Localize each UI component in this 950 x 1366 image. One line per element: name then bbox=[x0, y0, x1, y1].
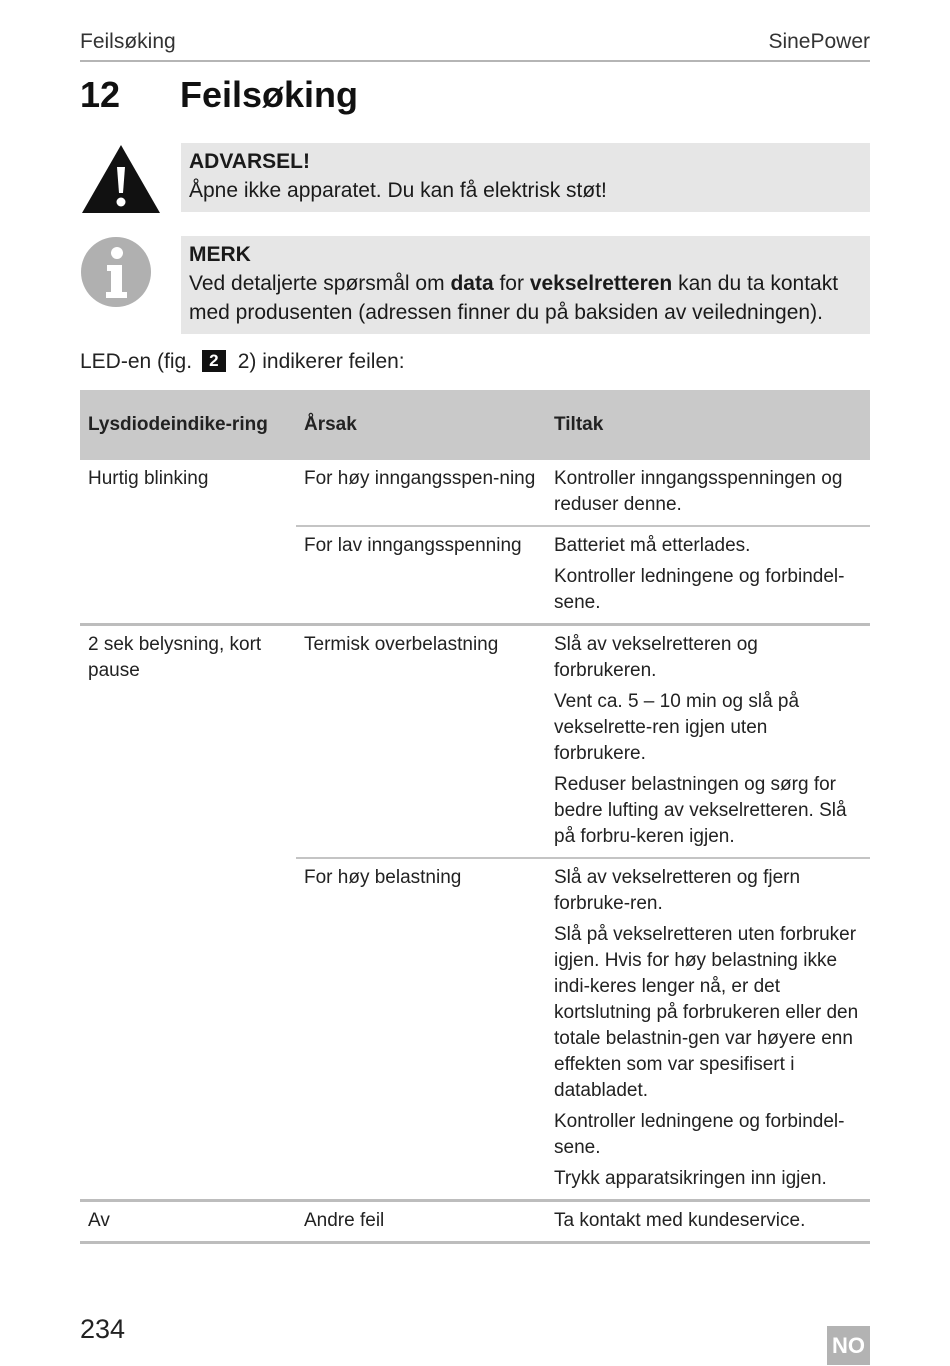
action-cell bbox=[546, 460, 870, 526]
cause-cell: Andre feil bbox=[296, 1201, 546, 1243]
header-action: Tiltak bbox=[546, 390, 870, 460]
chapter-number: 12 bbox=[80, 74, 121, 115]
action-cell bbox=[546, 526, 870, 625]
intro-text: 2) indikerer feilen: bbox=[231, 350, 405, 373]
cause-cell: Termisk overbelastning bbox=[296, 625, 546, 859]
action-item: Batteriet må etterlades. bbox=[554, 535, 751, 556]
action-item: Slå av vekselretteren og forbrukeren. bbox=[554, 634, 758, 681]
action-item: Slå av vekselretteren og fjern forbruke-ren. bbox=[554, 867, 801, 914]
action-item: Vent ca. 5 – 10 min og slå på vekselrette-ren igjen uten forbrukere. bbox=[554, 691, 800, 764]
cause-cell: For lav inngangsspenning bbox=[296, 526, 546, 625]
table-row bbox=[80, 625, 870, 859]
note-text-part: for bbox=[493, 272, 530, 295]
action-item: Kontroller ledningene og forbindel-sene. bbox=[554, 1111, 845, 1158]
chapter-heading bbox=[80, 74, 358, 116]
table-row bbox=[80, 1201, 870, 1243]
action-cell bbox=[546, 625, 870, 859]
note-text-part: Ved detaljerte spørsmål om bbox=[189, 272, 451, 295]
table-header-row bbox=[80, 390, 870, 460]
language-tab: NO bbox=[827, 1326, 870, 1365]
note-box bbox=[181, 236, 870, 334]
header-cause: Årsak bbox=[296, 390, 546, 460]
cause-cell: For høy inngangsspen-ning bbox=[304, 468, 536, 489]
header-indication: Lysdiodeindike-ring bbox=[80, 390, 296, 460]
indication-cell: 2 sek belysning, kort pause bbox=[80, 625, 296, 1201]
note-text-part: kan du ta kontakt med produsenten (adressen finner du på baksiden av veiledningen). bbox=[189, 272, 839, 324]
table-row bbox=[80, 460, 870, 526]
page-header bbox=[80, 30, 870, 62]
cause-cell: For høy belastning bbox=[296, 858, 546, 1201]
header-section-title: Feilsøking bbox=[80, 30, 176, 53]
troubleshooting-table bbox=[80, 390, 870, 1244]
intro-text: LED-en (fig. bbox=[80, 350, 198, 373]
note-text bbox=[189, 269, 862, 327]
warning-triangle-icon bbox=[80, 143, 162, 215]
info-icon bbox=[80, 236, 152, 308]
table-intro bbox=[80, 350, 405, 374]
action-item: Kontroller inngangsspenningen og reduser denne. bbox=[554, 468, 843, 515]
indication-cell: Hurtig blinking bbox=[88, 468, 209, 489]
action-item: Reduser belastningen og sørg for bedre lufting av vekselretteren. Slå på forbru-keren igjen. bbox=[554, 774, 847, 847]
chapter-title: Feilsøking bbox=[180, 74, 359, 115]
indication-cell: Av bbox=[80, 1201, 296, 1243]
action-item: Kontroller ledningene og forbindel-sene. bbox=[554, 566, 845, 613]
figure-reference-badge: 2 bbox=[202, 350, 226, 372]
action-item: Ta kontakt med kundeservice. bbox=[554, 1210, 806, 1231]
note-title: MERK bbox=[189, 243, 251, 266]
action-cell bbox=[546, 858, 870, 1201]
note-bold-data: data bbox=[450, 272, 494, 295]
action-item: Trykk apparatsikringen inn igjen. bbox=[554, 1168, 827, 1189]
note-bold-inverter: vekselretteren bbox=[529, 272, 673, 295]
header-product-name: SinePower bbox=[768, 30, 870, 53]
page-number: 234 bbox=[80, 1314, 126, 1344]
action-item: Slå på vekselretteren uten forbruker igjen. Hvis for høy belastning ikke indi-keres lenger nå, er det kortslutning på forbrukeren eller den totale belastnin-gen var høyere enn effekten som var spesifisert i databladet. bbox=[554, 924, 859, 1101]
action-cell bbox=[546, 1201, 870, 1243]
warning-title: ADVARSEL! bbox=[189, 150, 310, 173]
warning-box bbox=[181, 143, 870, 212]
warning-text: Åpne ikke apparatet. Du kan få elektrisk støt! bbox=[189, 179, 607, 202]
